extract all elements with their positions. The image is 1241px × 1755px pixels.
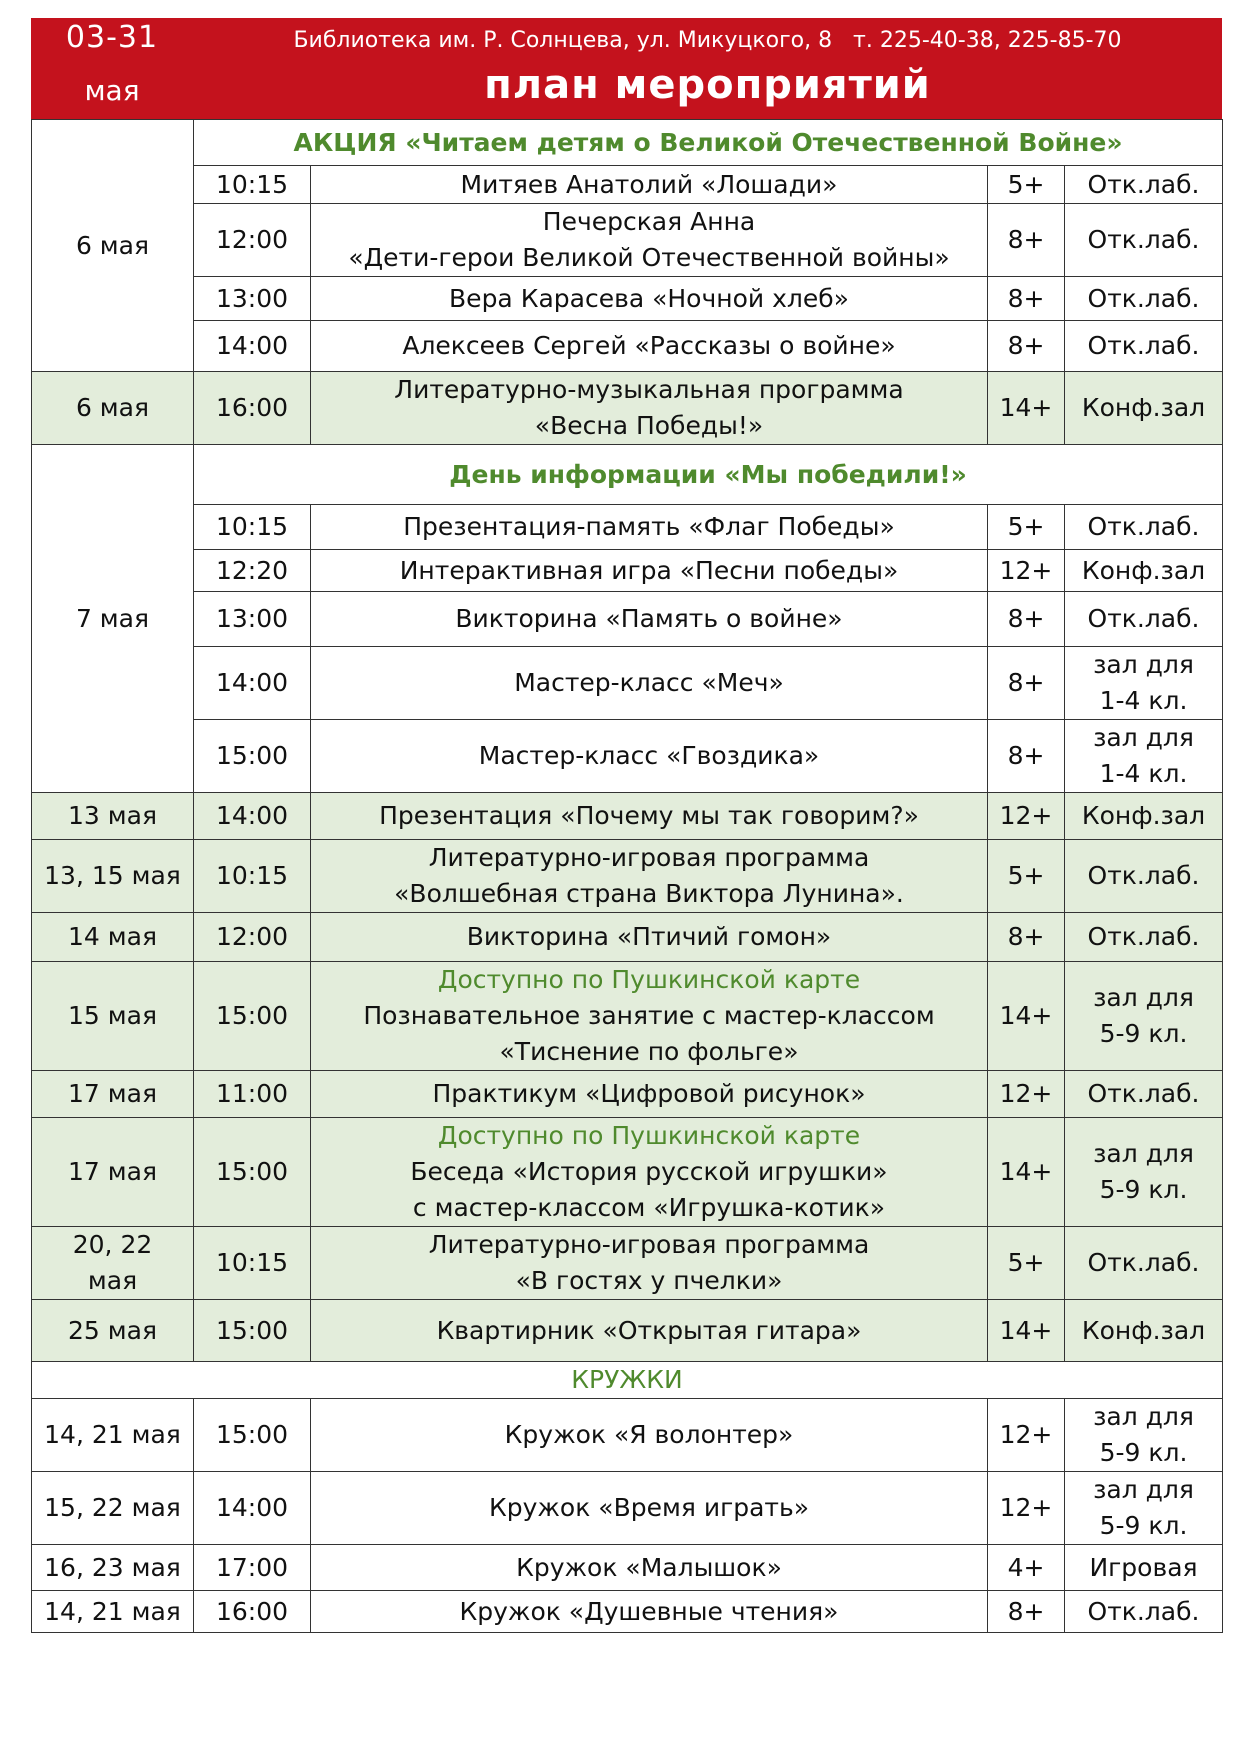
place-line: Отк.лаб.: [1087, 922, 1200, 951]
table-row: [32, 1227, 1223, 1300]
age-cell: 8+: [988, 913, 1065, 962]
event-line: Литературно-музыкальная программа: [394, 375, 904, 404]
event-line: Квартирник «Открытая гитара»: [436, 1315, 862, 1345]
time-cell: 13:00: [194, 592, 311, 647]
place-line: Отк.лаб.: [1087, 512, 1200, 541]
age-cell: 5+: [988, 1227, 1065, 1300]
date-cell: [32, 1399, 194, 1472]
place-cell: [1065, 1399, 1223, 1472]
place-cell: [1065, 550, 1223, 592]
time-cell: 14:00: [194, 647, 311, 720]
place-cell: [1065, 277, 1223, 321]
place-cell: [1065, 1118, 1223, 1227]
event-cell: [311, 1399, 988, 1472]
event-cell: [311, 913, 988, 962]
event-line: Мастер-класс «Гвоздика»: [478, 741, 820, 770]
time-cell: 15:00: [194, 1118, 311, 1227]
place-line: зал для: [1093, 1475, 1194, 1504]
event-line: «Волшебная страна Виктора Лунина».: [394, 879, 904, 908]
event-cell: [311, 204, 988, 277]
date-cell: [32, 1118, 194, 1227]
time-cell: 12:20: [194, 550, 311, 592]
banner-action: АКЦИЯ «Читаем детям о Великой Отечественной Войне»: [194, 120, 1223, 166]
header-dates: [31, 18, 193, 119]
place-cell: [1065, 1300, 1223, 1362]
time-cell: 15:00: [194, 1399, 311, 1472]
event-line: Практикум «Цифровой рисунок»: [432, 1079, 866, 1108]
table-row: [32, 277, 1223, 321]
date-line: 13, 15 мая: [44, 861, 181, 890]
place-cell: [1065, 1472, 1223, 1545]
date-line: 14 мая: [68, 922, 157, 951]
place-line: Отк.лаб.: [1087, 604, 1200, 633]
place-line: Отк.лаб.: [1087, 283, 1200, 313]
place-line: зал для: [1093, 723, 1194, 752]
date-cell: 6 мая: [32, 372, 194, 445]
event-line: Алексеев Сергей «Рассказы о войне»: [402, 331, 896, 360]
place-line: зал для: [1093, 1402, 1194, 1431]
event-line: Митяев Анатолий «Лошади»: [460, 169, 838, 199]
place-line: 5-9 кл.: [1099, 1019, 1188, 1048]
place-cell: [1065, 592, 1223, 647]
event-line: Беседа «История русской игрушки»: [410, 1157, 888, 1186]
date-cell: [32, 1472, 194, 1545]
date-line: 14, 21 мая: [44, 1596, 181, 1626]
event-cell: [311, 793, 988, 840]
event-cell: [311, 550, 988, 592]
event-cell: [311, 1071, 988, 1118]
event-line: Викторина «Птичий гомон»: [466, 922, 832, 951]
table-row: [32, 913, 1223, 962]
date-cell: 6 мая: [32, 120, 194, 372]
age-cell: 12+: [988, 1472, 1065, 1545]
age-cell: 8+: [988, 277, 1065, 321]
event-line: Презентация-память «Флаг Победы»: [403, 512, 895, 541]
age-cell: 14+: [988, 1118, 1065, 1227]
place-cell: [1065, 166, 1223, 204]
event-cell: [311, 1545, 988, 1591]
date-cell: [32, 1300, 194, 1362]
event-line: Печерская Анна: [542, 207, 756, 236]
place-line: зал для: [1093, 650, 1194, 679]
event-line: Литературно-игровая программа: [428, 843, 870, 872]
date-cell: [32, 962, 194, 1071]
event-line: «В гостях у пчелки»: [515, 1266, 783, 1295]
place-line: Отк.лаб.: [1087, 225, 1200, 254]
date-line: 20, 22: [72, 1230, 153, 1259]
place-cell: [1065, 1545, 1223, 1591]
event-line: Кружок «Я волонтер»: [504, 1420, 794, 1449]
date-line: мая: [87, 1266, 138, 1295]
event-cell: [311, 166, 988, 204]
event-line: Литературно-игровая программа: [428, 1230, 870, 1259]
place-line: Конф.зал: [1081, 555, 1206, 585]
header-dates-line2: мая: [84, 74, 140, 107]
event-cell: [311, 962, 988, 1071]
event-line: Интерактивная игра «Песни победы»: [399, 555, 899, 585]
place-line: 5-9 кл.: [1099, 1511, 1188, 1540]
event-cell: [311, 1591, 988, 1633]
table-row: [32, 505, 1223, 550]
table-row: [32, 720, 1223, 793]
age-cell: 12+: [988, 550, 1065, 592]
time-cell: 16:00: [194, 372, 311, 445]
time-cell: 16:00: [194, 1591, 311, 1633]
date-line: 14, 21 мая: [44, 1420, 181, 1449]
age-cell: 4+: [988, 1545, 1065, 1591]
time-cell: 10:15: [194, 1227, 311, 1300]
date-cell: [32, 913, 194, 962]
age-cell: 12+: [988, 1071, 1065, 1118]
event-cell: [311, 720, 988, 793]
event-line: Кружок «Время играть»: [489, 1493, 809, 1522]
time-cell: 10:15: [194, 166, 311, 204]
place-line: 5-9 кл.: [1099, 1175, 1188, 1204]
library-info: Библиотека им. Р. Солнцева, ул. Микуцкого, 8 т. 225-40-38, 225-85-70: [293, 28, 1122, 53]
date-cell: [32, 1071, 194, 1118]
table-row: [32, 1300, 1223, 1362]
age-cell: 8+: [988, 321, 1065, 372]
place-line: Отк.лаб.: [1087, 169, 1200, 199]
table-row: [32, 840, 1223, 913]
time-cell: 17:00: [194, 1545, 311, 1591]
event-line: «Весна Победы!»: [534, 411, 764, 440]
header-dates-line1: 03-31: [65, 20, 159, 55]
banner-clubs: КРУЖКИ: [32, 1362, 1223, 1399]
table-row: [32, 592, 1223, 647]
banner-row-action: [32, 120, 1223, 166]
age-cell: 5+: [988, 505, 1065, 550]
event-line: «Дети-герои Великой Отечественной войны»: [348, 243, 950, 272]
event-cell: [311, 1227, 988, 1300]
table-row: [32, 1071, 1223, 1118]
age-cell: 12+: [988, 1399, 1065, 1472]
event-line: Викторина «Память о войне»: [455, 604, 843, 633]
place-cell: [1065, 962, 1223, 1071]
banner-info-day: День информации «Мы победили!»: [194, 445, 1223, 505]
event-line: Познавательное занятие с мастер-классом: [363, 1001, 935, 1030]
table-row: [32, 550, 1223, 592]
place-line: Отк.лаб.: [1087, 861, 1200, 890]
table-row: [32, 372, 1223, 445]
event-cell: [311, 592, 988, 647]
time-cell: 14:00: [194, 1472, 311, 1545]
page-title: план мероприятий: [484, 62, 931, 108]
date-cell: [32, 1591, 194, 1633]
event-cell: [311, 840, 988, 913]
time-cell: 12:00: [194, 204, 311, 277]
schedule-table: [31, 119, 1223, 1633]
event-cell: [311, 321, 988, 372]
event-line: с мастер-классом «Игрушка-котик»: [412, 1193, 886, 1222]
place-line: 5-9 кл.: [1099, 1438, 1188, 1467]
date-line: 13 мая: [68, 801, 157, 830]
time-cell: 14:00: [194, 321, 311, 372]
event-line: Кружок «Душевные чтения»: [459, 1596, 839, 1626]
event-line: Кружок «Малышок»: [516, 1552, 782, 1582]
table-row: [32, 962, 1223, 1071]
place-line: Конф.зал: [1081, 393, 1206, 422]
time-cell: 15:00: [194, 1300, 311, 1362]
table-row: [32, 321, 1223, 372]
date-line: 15, 22 мая: [44, 1493, 181, 1522]
date-line: 17 мая: [68, 1157, 157, 1186]
pushkin-card-note: Доступно по Пушкинской карте: [437, 965, 861, 994]
event-line: Презентация «Почему мы так говорим?»: [379, 801, 919, 830]
pushkin-card-note: Доступно по Пушкинской карте: [437, 1121, 861, 1150]
place-cell: [1065, 372, 1223, 445]
place-cell: [1065, 793, 1223, 840]
age-cell: 14+: [988, 372, 1065, 445]
place-line: 1-4 кл.: [1099, 686, 1188, 715]
place-line: зал для: [1093, 983, 1194, 1012]
age-cell: 14+: [988, 962, 1065, 1071]
banner-row-clubs: [32, 1362, 1223, 1399]
table-row: [32, 166, 1223, 204]
date-line: 15 мая: [68, 1001, 157, 1030]
age-cell: 8+: [988, 647, 1065, 720]
event-cell: [311, 277, 988, 321]
date-line: 16, 23 мая: [44, 1552, 181, 1582]
date-cell: 7 мая: [32, 445, 194, 793]
age-cell: 8+: [988, 204, 1065, 277]
place-cell: [1065, 505, 1223, 550]
date-cell: [32, 1227, 194, 1300]
place-cell: [1065, 1591, 1223, 1633]
time-cell: 15:00: [194, 962, 311, 1071]
schedule-sheet: [31, 18, 1222, 1722]
table-row: [32, 1545, 1223, 1591]
table-row: [32, 204, 1223, 277]
place-line: зал для: [1093, 1139, 1194, 1168]
time-cell: 12:00: [194, 913, 311, 962]
place-line: Игровая: [1089, 1552, 1198, 1582]
event-cell: [311, 1118, 988, 1227]
place-cell: [1065, 720, 1223, 793]
date-line: 25 мая: [68, 1315, 157, 1345]
age-cell: 12+: [988, 793, 1065, 840]
event-cell: [311, 372, 988, 445]
time-cell: 15:00: [194, 720, 311, 793]
place-line: Отк.лаб.: [1087, 331, 1200, 360]
date-cell: [32, 840, 194, 913]
table-row: [32, 1399, 1223, 1472]
time-cell: 10:15: [194, 840, 311, 913]
place-line: Конф.зал: [1081, 801, 1206, 830]
age-cell: 5+: [988, 840, 1065, 913]
place-cell: [1065, 1227, 1223, 1300]
place-cell: [1065, 647, 1223, 720]
schedule-body: [32, 120, 1223, 1633]
event-cell: [311, 1300, 988, 1362]
place-line: Конф.зал: [1081, 1315, 1206, 1345]
time-cell: 13:00: [194, 277, 311, 321]
table-row: [32, 647, 1223, 720]
banner-row-info-day: [32, 445, 1223, 505]
age-cell: 14+: [988, 1300, 1065, 1362]
date-cell: [32, 1545, 194, 1591]
table-row: [32, 1118, 1223, 1227]
event-cell: [311, 647, 988, 720]
place-cell: [1065, 1071, 1223, 1118]
place-line: Отк.лаб.: [1087, 1248, 1200, 1277]
age-cell: 8+: [988, 1591, 1065, 1633]
place-cell: [1065, 321, 1223, 372]
event-line: Мастер-класс «Меч»: [514, 668, 784, 697]
table-row: [32, 1591, 1223, 1633]
event-line: «Тиснение по фольге»: [499, 1037, 799, 1066]
place-line: Отк.лаб.: [1087, 1079, 1200, 1108]
time-cell: 14:00: [194, 793, 311, 840]
table-row: [32, 1472, 1223, 1545]
time-cell: 10:15: [194, 505, 311, 550]
header-bar: [31, 18, 1222, 119]
event-cell: [311, 1472, 988, 1545]
event-line: Вера Карасева «Ночной хлеб»: [449, 283, 849, 313]
table-row: [32, 793, 1223, 840]
age-cell: 8+: [988, 592, 1065, 647]
place-cell: [1065, 840, 1223, 913]
date-cell: [32, 793, 194, 840]
age-cell: 8+: [988, 720, 1065, 793]
date-line: 17 мая: [68, 1079, 157, 1108]
age-cell: 5+: [988, 166, 1065, 204]
event-cell: [311, 505, 988, 550]
place-cell: [1065, 913, 1223, 962]
place-line: Отк.лаб.: [1087, 1596, 1200, 1626]
place-line: 1-4 кл.: [1099, 759, 1188, 788]
time-cell: 11:00: [194, 1071, 311, 1118]
place-cell: [1065, 204, 1223, 277]
